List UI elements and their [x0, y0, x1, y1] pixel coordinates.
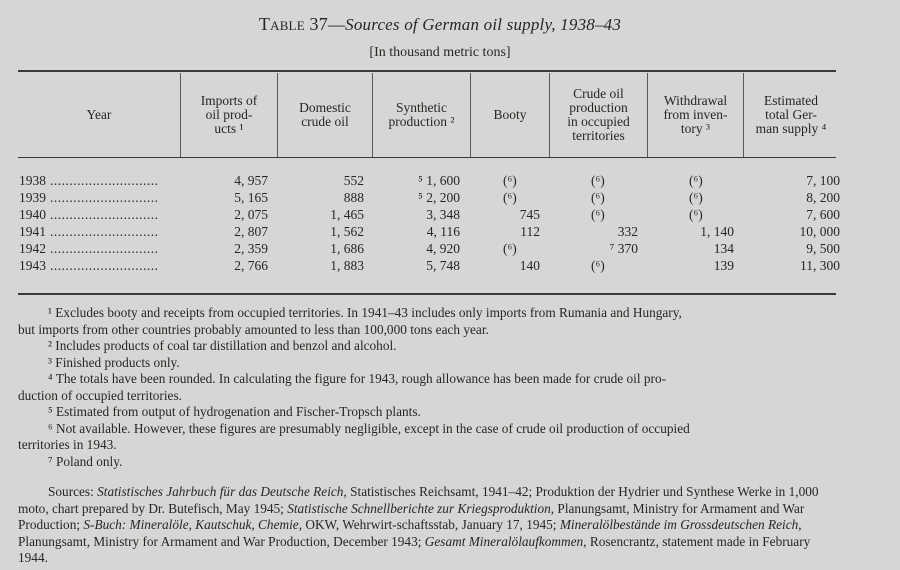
footnote: ⁵ Estimated from output of hydrogenation and Fischer-Tropsch plants.: [48, 404, 421, 419]
header-synthetic: Synthetic production ²: [388, 100, 455, 129]
table-row: 1940 ............................ 2, 075 1, 465 3, 348 745 (⁶) (⁶) 7, 600: [19, 207, 840, 222]
sources-paragraph: Sources: Statistisches Jahrbuch für das Deutsche Reich, Statistisches Reichsamt, 1941–42; Produktion der Hydrier und Synthese Werke in 1,000 moto, chart prepared by Dr. Butefisch, May 1945; Statistische Schnellberichte zur Kriegsproduktion, Planungsamt, Ministry for Armament and War Production; S-Buch: Mineralöle, Kautschuk, Chemie, OKW, Wehrwirt-schaftsstab, January 17, 1945; Mineralölbestände im Grossdeutschen Reich, Planungsamt, Ministry for Armament and War Production, December 1943; Gesamt Mineralölaufkommen, Rosencrantz, statement made in February 1944.: [18, 484, 819, 565]
footnote: ⁷ Poland only.: [48, 453, 123, 469]
table-row: 1943 ............................ 2, 766 1, 883 5, 748 140 (⁶) 139 11, 300: [19, 258, 840, 273]
header-crude-occupied: Crude oil production in occupied territories: [567, 86, 630, 143]
header-domestic: Domestic crude oil: [299, 100, 351, 129]
footnote: ¹ Excludes booty and receipts from occupied territories. In 1941–43 includes only imports from Rumania and Hungary,: [48, 305, 682, 320]
header-imports: Imports of oil prod- ucts ¹: [200, 93, 258, 136]
table-row: 1941 ............................ 2, 807 1, 562 4, 116 112 332 1, 140 10, 000: [19, 224, 840, 239]
bottom-rule: [18, 293, 836, 295]
footnote: ² Includes products of coal tar distillation and benzol and alcohol.: [48, 338, 397, 353]
footnotes: [18, 305, 838, 470]
footnote: ⁶ Not available. However, these figures are presumably negligible, except in the case of crude oil production of occupied: [48, 420, 690, 436]
header-total-supply: Estimated total Ger- man supply ⁴: [755, 93, 827, 136]
table-row: 1938 ............................ 4, 957 552 ⁵ 1, 600 (⁶) (⁶) (⁶) 7, 100: [19, 173, 840, 188]
top-rule: [18, 70, 836, 72]
table-units: [In thousand metric tons]: [369, 45, 511, 60]
footnote-continued: but imports from other countries probably amounted to less than 100,000 tons each year.: [18, 321, 489, 337]
footnote: ³ Finished products only.: [48, 354, 180, 370]
title-dash: —: [327, 15, 346, 34]
footnote: ⁴ The totals have been rounded. In calculating the figure for 1943, rough allowance has been made for crude oil pro-: [48, 371, 667, 386]
table-label: Table 37: [258, 14, 328, 34]
header-year: Year: [86, 107, 112, 122]
table-row: 1942 ............................ 2, 359 1, 686 4, 920 (⁶) ⁷ 370 134 9, 500: [19, 241, 840, 256]
table-caption: Sources of German oil supply, 1938–43: [345, 15, 622, 34]
footnote-continued: duction of occupied territories.: [18, 387, 182, 403]
header-withdrawal: Withdrawal from inven- tory ³: [663, 93, 728, 136]
header-rule: [18, 157, 836, 158]
footnote-continued: territories in 1943.: [18, 437, 117, 452]
table-title: [0, 14, 880, 35]
table-row: 1939 ............................ 5, 165 888 ⁵ 2, 200 (⁶) (⁶) (⁶) 8, 200: [19, 190, 840, 205]
header-booty: Booty: [493, 107, 527, 122]
